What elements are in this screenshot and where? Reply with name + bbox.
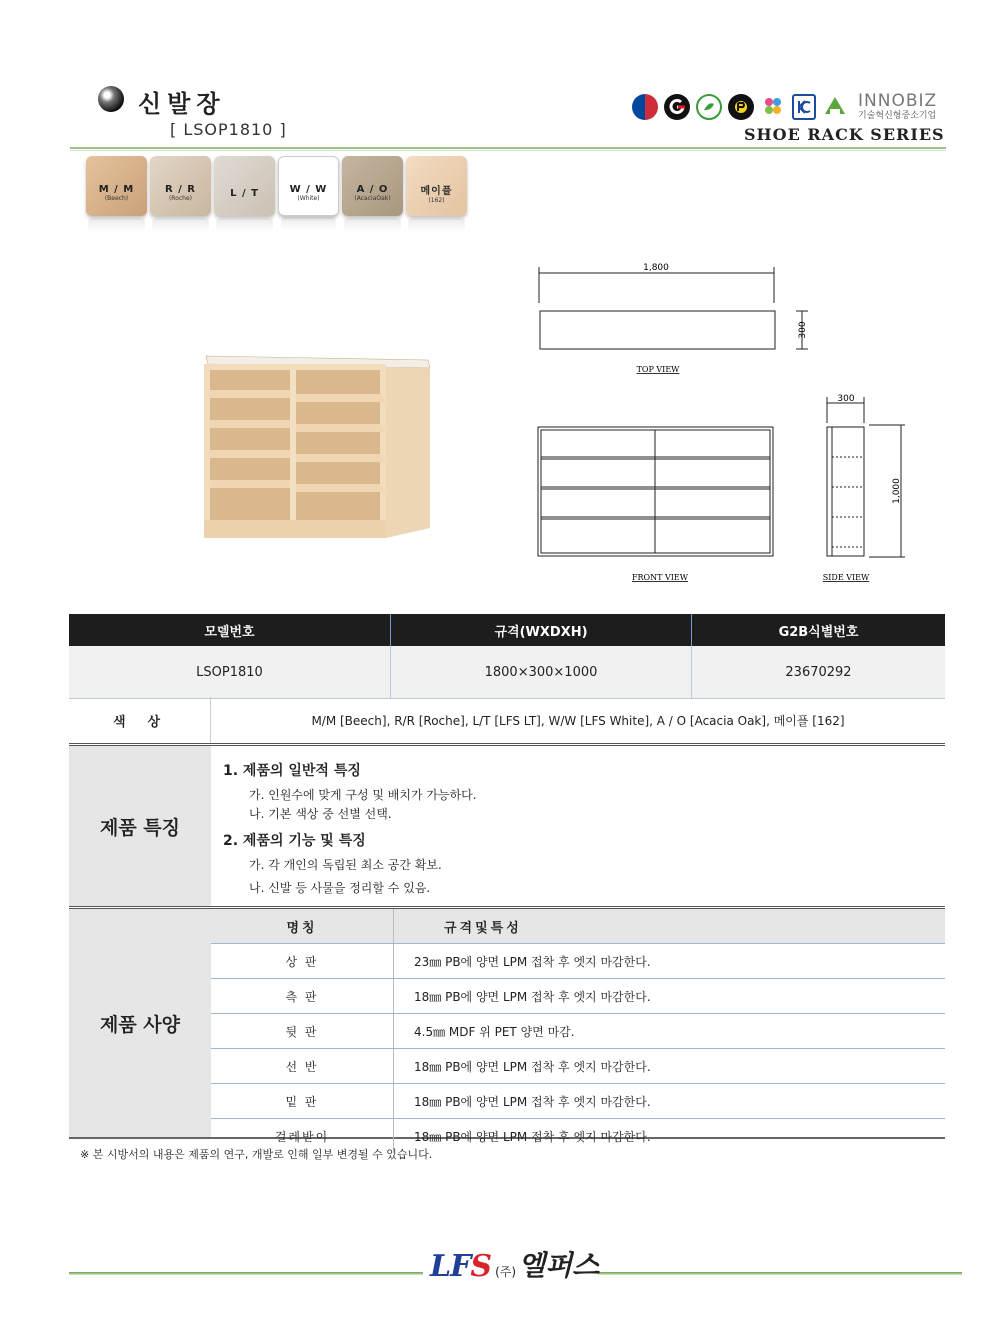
cell-g2b: 23670292 (692, 646, 946, 699)
header-divider (70, 147, 946, 149)
color-value: M/M [Beech], R/R [Roche], L/T [LFS LT], W/W [LFS White], A / O [Acacia Oak], 메이플 [162] (311, 713, 845, 728)
g-mark-icon (664, 94, 690, 120)
top-view-label: TOP VIEW (636, 365, 680, 374)
spec-desc: 23㎜ PB에 양면 LPM 접착 후 엣지 마감한다. (394, 944, 946, 979)
page-title: 신발장 (138, 90, 226, 118)
model-spec-table (69, 614, 945, 699)
color-label: 색상 (69, 697, 211, 743)
disclaimer-note: ※ 본 시방서의 내용은 제품의 연구, 개발로 인해 일부 변경될 수 있습니다. (80, 1148, 433, 1161)
footer-line-left (69, 1272, 423, 1275)
swatch-code: M / M (98, 184, 135, 195)
header-model-no: 모델번호 (69, 614, 391, 646)
lfs-s-letter: S (470, 1249, 492, 1284)
swatch-sub: (162) (428, 197, 445, 204)
color-swatches (86, 156, 467, 216)
swatch-sub: (White) (297, 195, 320, 202)
dim-depth-side: 300 (837, 394, 855, 404)
feature-heading-1: 1. 제품의 일반적 특징 (223, 763, 361, 779)
features-section (69, 746, 945, 909)
spec-name: 측 판 (211, 979, 394, 1014)
table-row (211, 944, 945, 979)
swatch-lt (214, 156, 275, 216)
table-row (211, 1014, 945, 1049)
swatch-acacia-oak (342, 156, 403, 216)
innobiz-text: INNOBIZ (858, 91, 938, 111)
front-view-label: FRONT VIEW (631, 573, 689, 582)
table-row (211, 979, 945, 1014)
dim-depth-top: 300 (798, 321, 808, 339)
spec-desc: 18㎜ PB에 양면 LPM 접착 후 엣지 마감한다. (394, 1084, 946, 1119)
dim-height: 1,000 (892, 478, 902, 504)
title-bullet-icon (98, 86, 124, 112)
spec-desc: 4.5㎜ MDF 위 PET 양면 마감. (394, 1014, 946, 1049)
swatch-sub: (Beech) (104, 195, 129, 202)
spec-desc: 18㎜ PB에 양면 LPM 접착 후 엣지 마감한다. (394, 1049, 946, 1084)
swatch-code: W / W (289, 184, 328, 195)
specs-col-desc: 규격및특성 (394, 909, 946, 944)
table-row (211, 1084, 945, 1119)
swatch-roche (150, 156, 211, 216)
series-title: SHOE RACK SERIES (744, 125, 945, 144)
spec-desc: 18㎜ PB에 양면 LPM 접착 후 엣지 마감한다. (414, 1129, 651, 1144)
company-logo (430, 1244, 599, 1284)
spec-name: 밑 판 (211, 1084, 394, 1119)
company-type: (주) (495, 1265, 517, 1279)
swatch-white (278, 156, 339, 216)
swatch-beech (86, 156, 147, 216)
feature-item: 가. 인원수에 맞게 구성 및 배치가 가능하다. (249, 788, 477, 802)
innobiz-subtext: 기술혁신형중소기업 (858, 111, 937, 121)
side-view-label: SIDE VIEW (822, 573, 870, 582)
kc-mark-icon (792, 94, 816, 120)
swatch-code: A / O (356, 184, 389, 195)
model-code: [ LSOP1810 ] (170, 120, 287, 139)
lfs-brand (430, 1249, 491, 1284)
feature-item: 나. 기본 색상 중 선별 선택. (249, 807, 392, 821)
spec-name: 선 반 (211, 1049, 394, 1084)
color-row (69, 697, 945, 746)
swatch-maple (406, 156, 467, 216)
technical-drawing (520, 255, 920, 595)
specs-label: 제품 사양 (69, 909, 211, 1137)
spec-name: 뒷 판 (211, 1014, 394, 1049)
spec-name: 상 판 (211, 944, 394, 979)
feature-item: 나. 신발 등 사물을 정리할 수 있음. (249, 881, 431, 895)
features-label: 제품 특징 (69, 746, 211, 906)
footer-line-right (598, 1272, 962, 1275)
table-row (211, 1049, 945, 1084)
gr-mark-icon (728, 94, 754, 120)
cell-dimensions: 1800×300×1000 (391, 646, 692, 699)
header-divider-shadow (70, 150, 946, 151)
spec-name: 걸레받이 (211, 1119, 394, 1154)
swatch-sub: (AcaciaOak) (354, 195, 391, 202)
company-name: 엘퍼스 (518, 1249, 600, 1282)
header-g2b: G2B식별번호 (692, 614, 946, 646)
specs-col-name: 명칭 (211, 909, 394, 944)
specs-table (211, 909, 945, 1153)
korea-flag-icon (632, 94, 658, 120)
product-image (198, 350, 438, 540)
eco-label-icon (696, 94, 722, 120)
lfs-letters: LF (430, 1249, 471, 1284)
certification-logos (632, 92, 937, 122)
feature-heading-2: 2. 제품의 기능 및 특징 (223, 833, 366, 849)
swatch-code: 메이플 (420, 186, 453, 197)
green-product-icon (822, 94, 848, 120)
swatch-code: L / T (230, 187, 259, 199)
disabled-enterprise-icon (760, 94, 786, 120)
spec-desc: 18㎜ PB에 양면 LPM 접착 후 엣지 마감한다. (394, 979, 946, 1014)
specs-section (69, 909, 945, 1144)
innobiz-logo (858, 93, 937, 121)
cell-model-no: LSOP1810 (69, 646, 391, 699)
dim-width: 1,800 (643, 263, 669, 273)
swatch-code: R / R (164, 184, 196, 195)
swatch-sub: (Roche) (168, 195, 193, 202)
header-dimensions: 규격(WXDXH) (391, 614, 692, 646)
feature-item: 가. 각 개인의 독립된 최소 공간 확보. (249, 858, 442, 872)
